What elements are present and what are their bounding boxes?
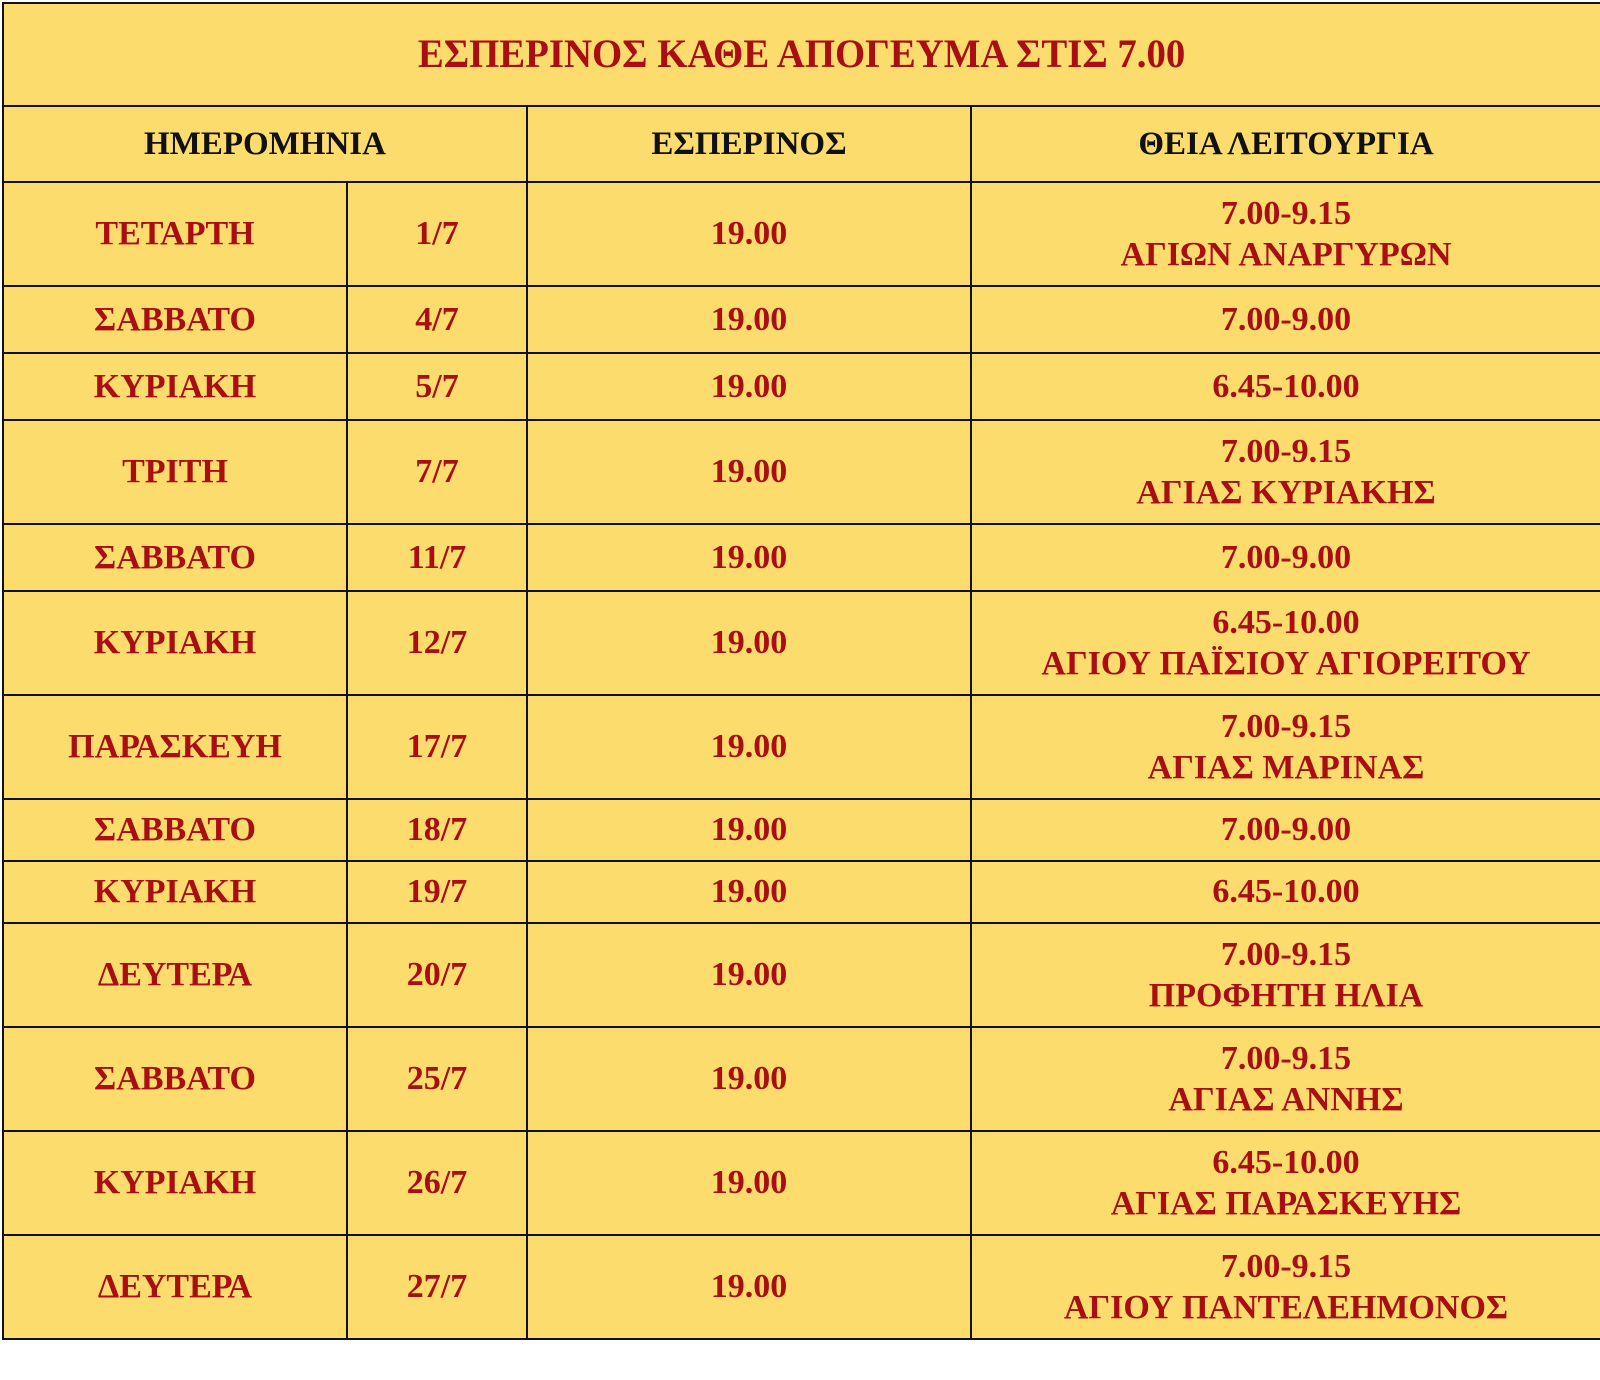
cell-liturgy [971,353,1600,420]
cell-date: 18/7 [347,799,527,861]
cell-liturgy [971,420,1600,524]
cell-vespers: 19.00 [527,1027,971,1131]
cell-liturgy [971,861,1600,923]
cell-day: ΣΑΒΒΑΤΟ [3,524,347,591]
cell-vespers: 19.00 [527,1235,971,1339]
cell-date: 25/7 [347,1027,527,1131]
liturgy-time: 7.00-9.15 [1220,1247,1352,1285]
cell-liturgy [971,1027,1600,1131]
cell-liturgy [971,799,1600,861]
page-title: ΕΣΠΕΡΙΝΟΣ ΚΑΘΕ ΑΠΟΓΕΥΜΑ ΣΤΙΣ 7.00 [418,31,1186,77]
liturgy-time: 7.00-9.15 [1220,194,1352,232]
liturgy-feast: ΑΓΙΑΣ ΚΥΡΙΑΚΗΣ [1136,474,1436,511]
liturgy-time: 6.45-10.00 [1212,367,1360,405]
liturgy-feast: ΑΓΙΑΣ ΠΑΡΑΣΚΕΥΗΣ [1110,1185,1462,1222]
cell-vespers: 19.00 [527,591,971,695]
cell-vespers: 19.00 [527,524,971,591]
cell-date: 1/7 [347,182,527,286]
liturgy-time: 7.00-9.15 [1220,707,1352,745]
table-row [3,420,1600,524]
cell-liturgy [971,286,1600,353]
cell-day: ΚΥΡΙΑΚΗ [3,591,347,695]
table-row [3,182,1600,286]
liturgy-time: 6.45-10.00 [1212,873,1360,911]
cell-day: ΚΥΡΙΑΚΗ [3,861,347,923]
table-row [3,1235,1600,1339]
schedule-table [2,2,1600,1340]
cell-vespers: 19.00 [527,799,971,861]
table-row [3,799,1600,861]
cell-vespers: 19.00 [527,695,971,799]
liturgy-feast: ΠΡΟΦΗΤΗ ΗΛΙΑ [1148,977,1424,1014]
cell-date: 26/7 [347,1131,527,1235]
cell-date: 5/7 [347,353,527,420]
liturgy-time: 6.45-10.00 [1212,1143,1360,1181]
liturgy-time: 7.00-9.15 [1220,935,1352,973]
cell-date: 20/7 [347,923,527,1027]
cell-day: ΔΕΥΤΕΡΑ [3,1235,347,1339]
liturgy-feast: ΑΓΙΑΣ ΜΑΡΙΝΑΣ [1147,749,1425,786]
cell-vespers: 19.00 [527,286,971,353]
cell-day: ΣΑΒΒΑΤΟ [3,799,347,861]
table-row [3,1131,1600,1235]
cell-date: 27/7 [347,1235,527,1339]
cell-vespers: 19.00 [527,182,971,286]
cell-liturgy [971,182,1600,286]
schedule-sheet [2,2,1600,1340]
liturgy-time: 7.00-9.15 [1220,432,1352,470]
table-row [3,923,1600,1027]
table-row [3,861,1600,923]
cell-date: 4/7 [347,286,527,353]
cell-day: ΚΥΡΙΑΚΗ [3,353,347,420]
liturgy-feast: ΑΓΙΑΣ ΑΝΝΗΣ [1168,1081,1404,1118]
cell-day: ΔΕΥΤΕΡΑ [3,923,347,1027]
cell-day: ΤΡΙΤΗ [3,420,347,524]
liturgy-time: 7.00-9.00 [1220,811,1352,849]
title-row [3,3,1600,106]
cell-day: ΣΑΒΒΑΤΟ [3,1027,347,1131]
table-row [3,353,1600,420]
cell-vespers: 19.00 [527,861,971,923]
liturgy-feast: ΑΓΙΟΥ ΠΑΝΤΕΛΕΗΜΟΝΟΣ [1063,1289,1509,1326]
liturgy-time: 7.00-9.00 [1220,300,1352,338]
header-date: ΗΜΕΡΟΜΗΝΙΑ [3,106,527,182]
header-liturgy: ΘΕΙΑ ΛΕΙΤΟΥΡΓΙΑ [971,106,1600,182]
liturgy-time: 7.00-9.15 [1220,1039,1352,1077]
cell-liturgy [971,1131,1600,1235]
liturgy-time: 7.00-9.00 [1220,538,1352,576]
table-row [3,524,1600,591]
table-row [3,591,1600,695]
cell-date: 19/7 [347,861,527,923]
table-row [3,1027,1600,1131]
table-row [3,695,1600,799]
liturgy-feast: ΑΓΙΩΝ ΑΝΑΡΓΥΡΩΝ [1120,236,1452,273]
cell-liturgy [971,591,1600,695]
cell-vespers: 19.00 [527,923,971,1027]
cell-day: ΚΥΡΙΑΚΗ [3,1131,347,1235]
liturgy-time: 6.45-10.00 [1212,603,1360,641]
cell-day: ΣΑΒΒΑΤΟ [3,286,347,353]
cell-day: ΤΕΤΑΡΤΗ [3,182,347,286]
schedule-body [3,3,1600,1339]
cell-date: 7/7 [347,420,527,524]
cell-liturgy [971,923,1600,1027]
cell-date: 17/7 [347,695,527,799]
cell-vespers: 19.00 [527,353,971,420]
cell-day: ΠΑΡΑΣΚΕΥΗ [3,695,347,799]
cell-vespers: 19.00 [527,420,971,524]
cell-liturgy [971,524,1600,591]
cell-liturgy [971,695,1600,799]
cell-date: 11/7 [347,524,527,591]
title-cell [3,3,1600,106]
cell-vespers: 19.00 [527,1131,971,1235]
header-vespers: ΕΣΠΕΡΙΝΟΣ [527,106,971,182]
cell-date: 12/7 [347,591,527,695]
liturgy-feast: ΑΓΙΟΥ ΠΑΪΣΙΟΥ ΑΓΙΟΡΕΙΤΟΥ [1041,645,1531,682]
cell-liturgy [971,1235,1600,1339]
header-row [3,106,1600,182]
table-row [3,286,1600,353]
